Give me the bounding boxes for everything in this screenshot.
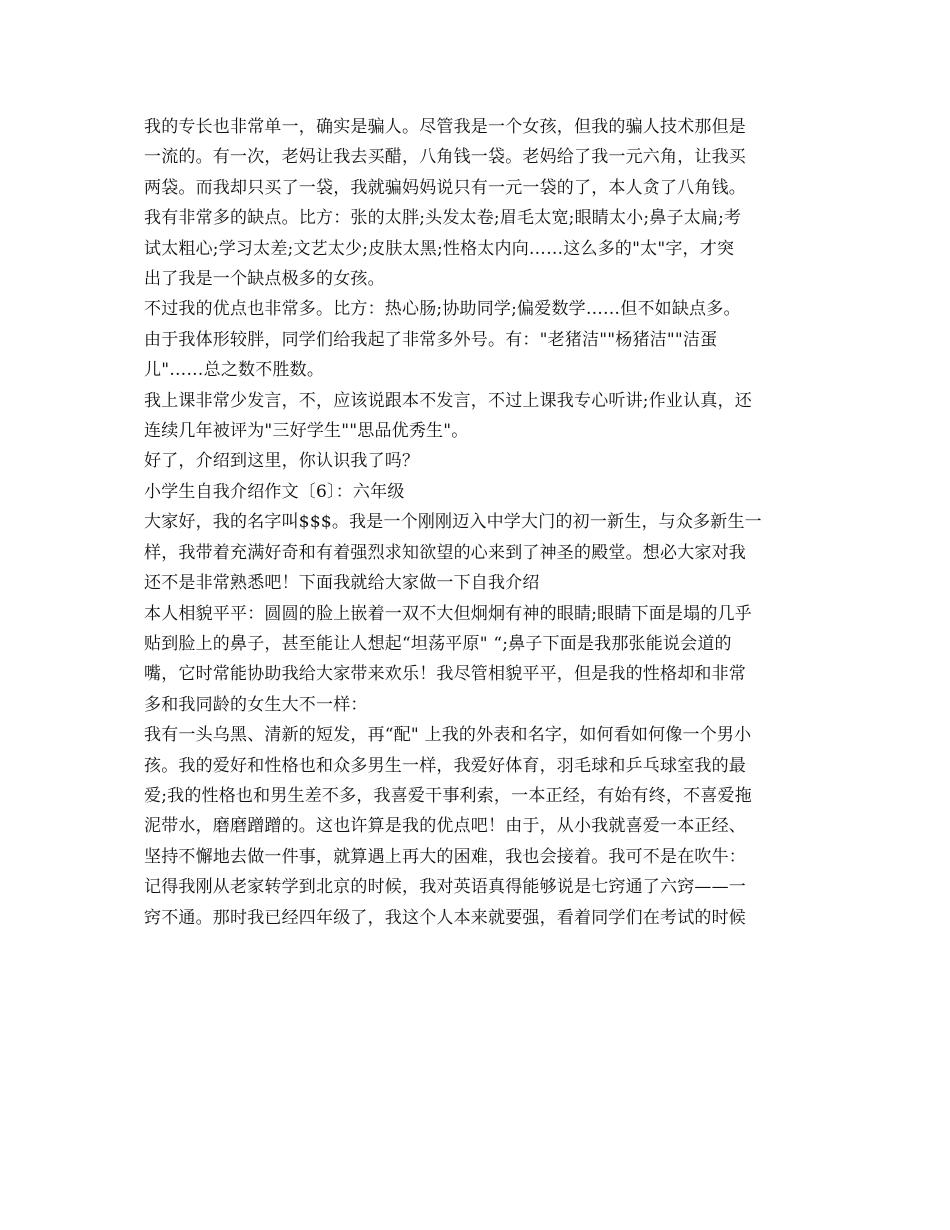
- text-line: 坚持不懈地去做一件事，就算遇上再大的困难，我也会接着。我可不是在吹牛：: [144, 846, 746, 867]
- text-line: 我的专长也非常单一，确实是骗人。尽管我是一个女孩，但我的骗人技术那但是: [144, 117, 746, 137]
- text-line: 泥带水，磨磨蹭蹭的。这也许算是我的优点吧！由于，从小我就喜爱一本正经、: [144, 816, 746, 837]
- text-line: 嘴，它时常能协助我给大家带来欢乐！我尽管相貌平平，但是我的性格却和非常: [144, 664, 746, 685]
- text-line: 多和我同龄的女生大不一样：: [144, 694, 368, 715]
- text-line: 好了，介绍到这里，你认识我了吗？: [144, 451, 420, 472]
- text-line: 大家好，我的名字叫$$$。我是一个刚刚迈入中学大门的初一新生，与众多新生一: [144, 512, 762, 533]
- section-heading: 小学生自我介绍作文〔6〕：六年级: [144, 481, 405, 502]
- text-line: 一流的。有一次，老妈让我去买醋，八角钱一袋。老妈给了我一元六角，让我买: [144, 147, 746, 168]
- text-line: 窍不通。那时我已经四年级了，我这个人本来就要强，看着同学们在考试的时候: [144, 907, 746, 928]
- text-line: 我有非常多的缺点。比方：张的太胖;头发太卷;眉毛太宽;眼睛太小;鼻子太扁;考: [144, 208, 742, 229]
- text-line: 孩。我的爱好和性格也和众多男生一样，我爱好体育，羽毛球和乒乓球室我的最: [144, 755, 746, 776]
- text-line: 爱;我的性格也和男生差不多，我喜爱干事利索，一本正经，有始有终，不喜爱拖: [144, 785, 752, 806]
- text-line: 本人相貌平平：圆圆的脸上嵌着一双不大但炯炯有神的眼睛;眼睛下面是塌的几乎: [144, 603, 752, 624]
- text-line: 还不是非常熟悉吧！下面我就给大家做一下自我介绍: [144, 573, 540, 594]
- text-line: 由于我体形较胖，同学们给我起了非常多外号。有："老猪洁""杨猪洁""洁蛋: [144, 329, 718, 350]
- text-line: 连续几年被评为"三好学生""思品优秀生"。: [144, 421, 469, 442]
- text-line: 我上课非常少发言，不，应该说跟本不发言，不过上课我专心听讲;作业认真，还: [144, 390, 752, 411]
- text-line: 不过我的优点也非常多。比方：热心肠;协助同学;偏爱数学……但不如缺点多。: [144, 299, 741, 320]
- text-line: 儿"……总之数不胜数。: [144, 360, 325, 381]
- text-line: 我有一头乌黑、清新的短发，再“配" 上我的外表和名字，如何看如何像一个男小: [144, 725, 752, 746]
- text-line: 两袋。而我却只买了一袋，我就骗妈妈说只有一元一袋的了，本人贪了八角钱。: [144, 177, 746, 198]
- text-line: 试太粗心;学习太差;文艺太少;皮肤太黑;性格太内向……这么多的"太"字，才突: [144, 238, 735, 259]
- text-line: 样，我带着充满好奇和有着强烈求知欲望的心来到了神圣的殿堂。想必大家对我: [144, 542, 746, 563]
- text-line: 记得我刚从老家转学到北京的时候，我对英语真得能够说是七窍通了六窍——一: [144, 877, 746, 898]
- text-line: 贴到脸上的鼻子，甚至能让人想起“坦荡平原" “;鼻子下面是我那张能说会道的: [144, 633, 732, 654]
- document-body: [144, 112, 814, 933]
- text-line: 出了我是一个缺点极多的女孩。: [144, 269, 385, 290]
